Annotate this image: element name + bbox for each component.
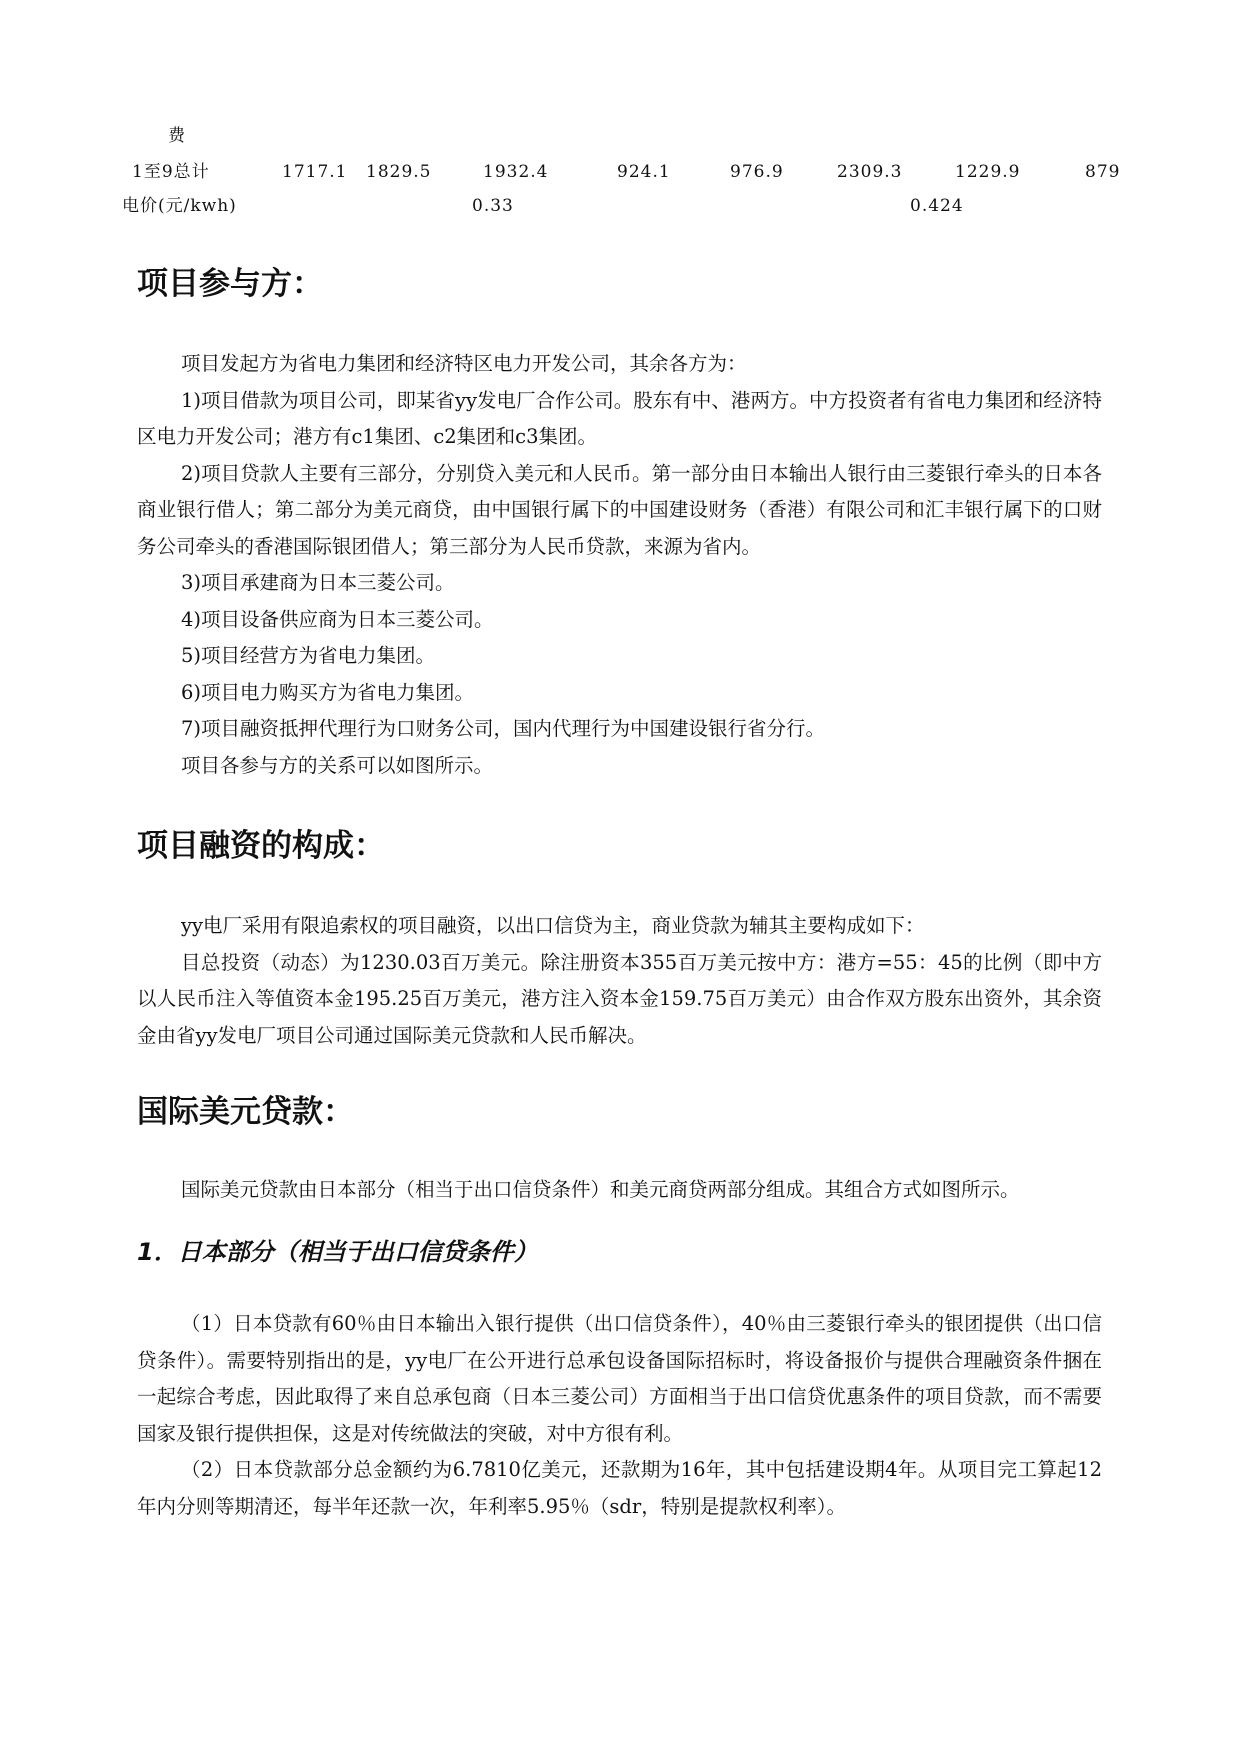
table-cell: 1717.1 [282, 162, 348, 182]
paragraph: yy电厂采用有限追索权的项目融资，以出口信贷为主，商业贷款为辅其主要构成如下： [181, 914, 925, 937]
paragraph: 3)项目承建商为日本三菱公司。 [181, 571, 455, 594]
table-cell: 0.33 [472, 196, 514, 216]
heading-financing-structure: 项目融资的构成： [137, 828, 385, 864]
table-cell: 0.424 [910, 196, 964, 216]
table-row-label-total: 1至9总计 [132, 162, 210, 182]
paragraph: 7)项目融资抵押代理行为口财务公司，国内代理行为中国建设银行省分行。 [181, 717, 826, 740]
paragraph: 1)项目借款为项目公司，即某省yy发电厂合作公司。股东有中、港两方。中方投资者有省电力集团和经济特区电力开发公司；港方有c1集团、c2集团和c3集团。 [137, 388, 1102, 448]
paragraph: 5)项目经营方为省电力集团。 [181, 644, 436, 667]
table-cell: 924.1 [617, 162, 671, 182]
table-row-label-price: 电价(元/kwh) [122, 196, 237, 216]
japan-part-text [137, 1306, 1102, 1525]
paragraph: 2)项目贷款人主要有三部分，分别贷入美元和人民币。第一部分由日本输出人银行由三菱银行牵头的日本各商业银行借人；第二部分为美元商贷，由中国银行属下的中国建设财务（香港）有限公司和汇丰银行属下的口财务公司牵头的香港国际银团借人；第三部分为人民币贷款，来源为省内。 [137, 461, 1102, 558]
financing-structure-text [137, 908, 1102, 1054]
table-cell: 879 [1085, 162, 1121, 182]
heading-project-participants: 项目参与方： [137, 266, 323, 302]
paragraph: 目总投资（动态）为1230.03百万美元。除注册资本355百万美元按中方：港方=55：45的比例（即中方以人民币注入等值资本金195.25百万美元，港方注入资本金159.75百万美元）由合作双方股东出资外，其余资金由省yy发电厂项目公司通过国际美元贷款和人民币解决。 [137, 950, 1102, 1047]
paragraph: 国际美元贷款由日本部分（相当于出口信贷条件）和美元商贷两部分组成。其组合方式如图所示。 [181, 1178, 1020, 1201]
usd-loans-text [137, 1172, 1102, 1209]
cost-table-fragment [0, 0, 1241, 230]
paragraph: 4)项目设备供应商为日本三菱公司。 [181, 607, 494, 631]
paragraph: 项目发起方为省电力集团和经济特区电力开发公司，其余各方为： [181, 352, 747, 375]
table-cell: 976.9 [730, 162, 784, 182]
heading-usd-loans: 国际美元贷款： [137, 1094, 354, 1130]
table-cell: 1229.9 [955, 162, 1021, 182]
heading-japan-part: 1．日本部分（相当于出口信贷条件） [137, 1238, 538, 1266]
paragraph: （1）日本贷款有60％由日本输出入银行提供（出口信贷条件），40％由三菱银行牵头的银团提供（出口信贷条件）。需要特别指出的是，yy电厂在公开进行总承包设备国际招标时，将设备报价与提供合理融资条件捆在一起综合考虑，因此取得了来自总承包商（日本三菱公司）方面相当于出口信贷优惠条件的项目贷款，而不需要国家及银行提供担保，这是对传统做法的突破，对中方很有利。 [137, 1312, 1102, 1445]
paragraph: 项目各参与方的关系可以如图所示。 [181, 753, 494, 777]
paragraph: （2）日本贷款部分总金额约为6.7810亿美元，还款期为16年，其中包括建设期4年。从项目完工算起12年内分则等期清还，每半年还款一次，年利率5.95％（sdr，特别是提款权利率）。 [137, 1458, 1102, 1518]
table-cell: 2309.3 [837, 162, 903, 182]
participants-text [137, 346, 1102, 784]
table-cell: 1932.4 [483, 162, 549, 182]
table-cell: 1829.5 [366, 162, 432, 182]
paragraph: 6)项目电力购买方为省电力集团。 [181, 680, 475, 704]
table-row-label-fei: 费 [168, 126, 186, 146]
